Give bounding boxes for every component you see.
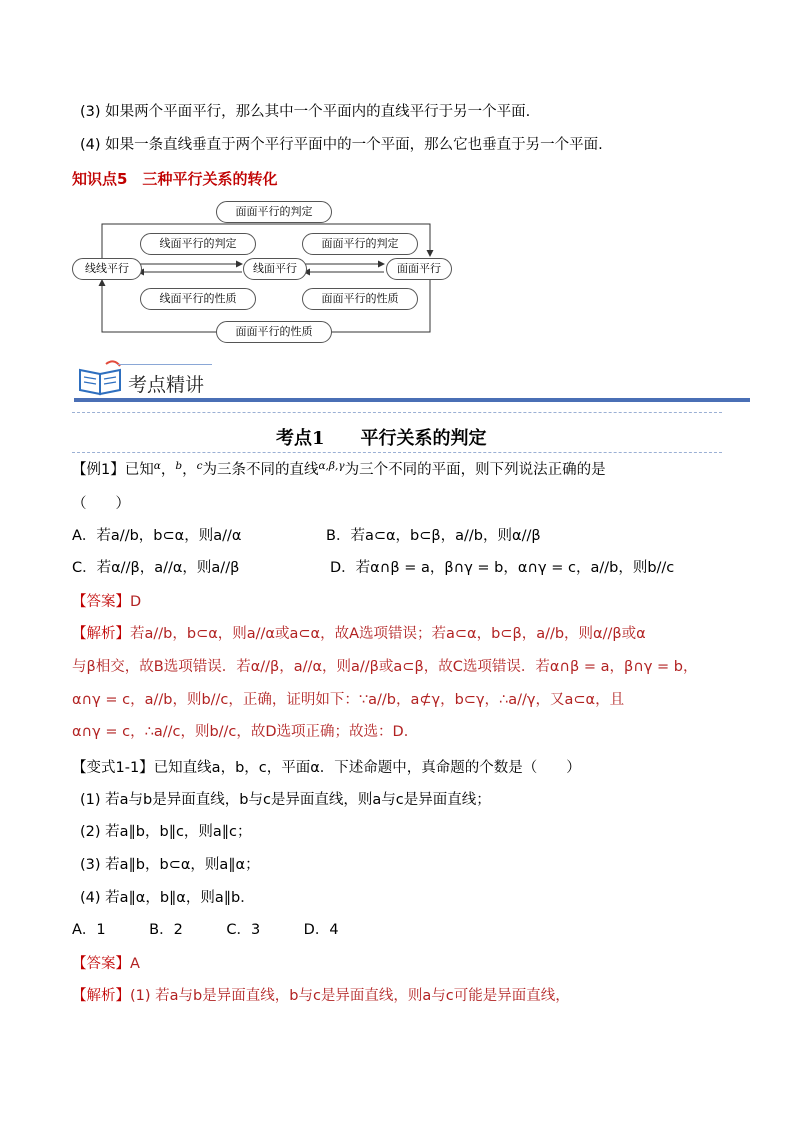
example1-option-b: B．若a⊂α，b⊂β，a//b，则α//β xyxy=(326,528,541,544)
var-b: b xyxy=(175,460,183,472)
example1-analysis-line2: 与β相交，故B选项错误．若α//β，a//α，则a//β或a⊂β，故C选项错误．若α∩β = a，β∩γ = b， xyxy=(72,659,698,675)
banner-top-rule xyxy=(118,364,212,365)
diagram-node-lower-left: 线面平行的性质 xyxy=(140,288,256,310)
var-planes: α,β,γ xyxy=(318,460,345,472)
example1-option-c: C．若α//β，a//α，则a//β xyxy=(72,560,240,576)
variant-proposition-1: (1) 若a与b是异面直线，b与c是异面直线，则a与c是异面直线； xyxy=(80,792,491,808)
example1-answer: 【答案】D xyxy=(72,594,142,610)
diagram-node-upper-right: 面面平行的判定 xyxy=(302,233,418,255)
diagram-node-center: 线面平行 xyxy=(243,258,307,280)
book-icon xyxy=(74,360,130,398)
example1-analysis-line4: α∩γ = c，∴a//c，则b//c，故D选项正确；故选：D． xyxy=(72,724,419,740)
variant-proposition-3: (3) 若a∥b，b⊂α，则a∥α； xyxy=(80,857,260,873)
example1-option-a: A．若a//b，b⊂α，则a//α xyxy=(72,528,242,544)
variant-answer: 【答案】A xyxy=(72,956,140,972)
diagram-node-top: 面面平行的判定 xyxy=(216,201,332,223)
banner-title: 考点精讲 xyxy=(128,374,205,396)
example1-option-d: D．若α∩β = a，β∩γ = b，α∩γ = c，a//b，则b//c xyxy=(330,560,675,576)
example1-stem: 【例1】已知$^\alpha$，$^b$，$^c$为三条不同的直线$^{\alpha,\beta,\gamma}$为三个不同的平面，则下列说法正确的是 xyxy=(72,460,606,478)
section-title: 考点1 平行关系的判定 xyxy=(276,428,487,449)
diagram-node-right: 面面平行 xyxy=(386,258,452,280)
theorem-3: (3) 如果两个平面平行，那么其中一个平面内的直线平行于另一个平面. xyxy=(80,104,531,120)
diagram-node-upper-left: 线面平行的判定 xyxy=(140,233,256,255)
var-c: c xyxy=(196,460,203,472)
theorem-4: (4) 如果一条直线垂直于两个平行平面中的一个平面，那么它也垂直于另一个平面. xyxy=(80,137,603,153)
variant-options: A．1 B．2 C．3 D．4 xyxy=(72,922,339,938)
var-a: α xyxy=(153,460,161,472)
section-rule-top xyxy=(72,412,722,413)
example1-paren: （ ） xyxy=(72,496,130,512)
banner-rule xyxy=(74,398,750,402)
section-rule-bottom xyxy=(72,452,722,453)
variant-analysis-line1: 【解析】(1) 若a与b是异面直线，b与c是异面直线，则a与c可能是异面直线， xyxy=(72,988,570,1004)
knowledge-point-heading: 知识点5 三种平行关系的转化 xyxy=(72,170,278,188)
example1-analysis-line3: α∩γ = c，a//b，则b//c，正确，证明如下：∵a//b，a⊄γ，b⊂γ，∴a//γ，又a⊂α，且 xyxy=(72,692,625,708)
diagram-node-bottom: 面面平行的性质 xyxy=(216,321,332,343)
diagram-node-left: 线线平行 xyxy=(72,258,142,280)
variant-stem: 【变式1-1】已知直线a，b，c，平面α．下述命题中，真命题的个数是（ ） xyxy=(72,760,581,776)
variant-proposition-4: (4) 若a∥α，b∥α，则a∥b． xyxy=(80,890,255,906)
example1-analysis-line1: 【解析】若a//b，b⊂α，则a//α或a⊂α，故A选项错误；若a⊂α，b⊂β，a//b，则α//β或α xyxy=(72,626,646,642)
diagram-node-lower-right: 面面平行的性质 xyxy=(302,288,418,310)
variant-proposition-2: (2) 若a∥b，b∥c，则a∥c； xyxy=(80,824,252,840)
